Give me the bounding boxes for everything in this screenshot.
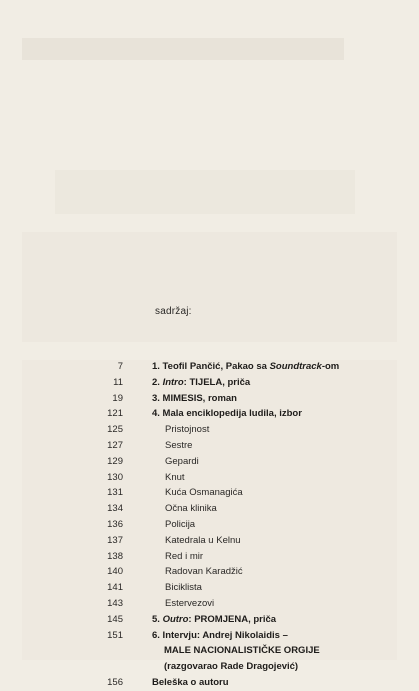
toc-entry bbox=[0, 391, 419, 407]
toc-page-number: 125 bbox=[107, 424, 123, 436]
toc-page-number: 140 bbox=[107, 566, 123, 578]
toc-title-text: Red i mir bbox=[165, 550, 204, 562]
toc-title bbox=[165, 422, 209, 438]
toc-title bbox=[152, 628, 288, 644]
toc-page-number: 7 bbox=[117, 361, 123, 372]
toc-title bbox=[165, 438, 192, 454]
toc-title-text: Policija bbox=[165, 518, 196, 530]
toc-title bbox=[165, 485, 243, 501]
toc-entry bbox=[0, 406, 419, 422]
toc-title-text: Katedrala u Kelnu bbox=[165, 534, 241, 546]
toc-title bbox=[165, 517, 195, 533]
toc-title-text: (razgovarao Rade Dragojević) bbox=[164, 661, 299, 673]
show-through-paragraph-1 bbox=[55, 170, 355, 214]
toc-title-text: MALE NACIONALISTIČKE ORGIJE bbox=[164, 645, 320, 657]
toc-title-text: Sestre bbox=[165, 439, 193, 451]
toc-page-number: 11 bbox=[113, 376, 123, 388]
toc-title-text: Beleška o autoru bbox=[152, 676, 229, 688]
toc-title bbox=[164, 643, 320, 659]
toc-entry bbox=[0, 564, 419, 580]
toc-page-number: 137 bbox=[107, 534, 123, 546]
toc-title bbox=[165, 564, 243, 580]
toc-title bbox=[165, 580, 202, 596]
contents-heading: sadržaj: bbox=[155, 306, 192, 317]
show-through-paragraph-2 bbox=[22, 232, 397, 342]
toc-page-number: 19 bbox=[112, 392, 123, 404]
toc-page-number: 129 bbox=[107, 455, 123, 467]
toc-entry bbox=[0, 359, 419, 375]
toc-title-text: 6. Intervju: Andrej Nikolaidis – bbox=[152, 629, 288, 641]
toc-entry bbox=[0, 470, 419, 486]
toc-entry bbox=[0, 454, 419, 470]
toc-title-text: 2. bbox=[152, 376, 163, 388]
toc-title-text: Gepardi bbox=[165, 455, 199, 467]
toc-page-number: 145 bbox=[107, 613, 123, 625]
toc-title-text: Pristojnost bbox=[165, 424, 210, 436]
toc-page-number: 121 bbox=[107, 408, 123, 420]
toc-entry bbox=[0, 438, 419, 454]
toc-title bbox=[152, 675, 229, 691]
toc-title bbox=[165, 501, 217, 517]
toc-entry bbox=[0, 675, 419, 691]
toc-title bbox=[165, 533, 241, 549]
toc-page-number: 141 bbox=[107, 582, 123, 594]
toc-entry bbox=[0, 580, 419, 596]
toc-entry bbox=[0, 549, 419, 565]
toc-page-number: 151 bbox=[107, 629, 123, 641]
toc-title-italic: Soundtrack bbox=[269, 361, 322, 372]
toc-entry bbox=[0, 612, 419, 628]
toc-title-text: Knut bbox=[165, 471, 185, 483]
toc-page-number: 156 bbox=[107, 676, 123, 688]
toc-title-text: Estervezovi bbox=[165, 597, 215, 609]
toc-page-number: 130 bbox=[107, 471, 123, 483]
table-of-contents bbox=[0, 359, 419, 691]
toc-page-number: 136 bbox=[107, 518, 123, 530]
toc-title bbox=[165, 549, 203, 565]
toc-entry bbox=[0, 422, 419, 438]
toc-title-text: 1. Teofil Pančić, Pakao sa bbox=[152, 361, 270, 372]
toc-title-italic: Intro bbox=[162, 376, 184, 388]
toc-title-text: Biciklista bbox=[165, 582, 202, 594]
toc-page-number: 143 bbox=[107, 597, 123, 609]
toc-title-text: 4. Mala enciklopedija ludila, izbor bbox=[152, 408, 302, 420]
toc-title-suffix: : TIJELA, priča bbox=[183, 376, 251, 388]
toc-entry bbox=[0, 533, 419, 549]
toc-title-suffix: : PROMJENA, priča bbox=[188, 613, 277, 625]
toc-title bbox=[165, 470, 185, 486]
toc-title bbox=[152, 612, 276, 628]
toc-title-text: Kuća Osmanagića bbox=[165, 487, 243, 499]
toc-title bbox=[152, 359, 339, 375]
toc-title-text: 5. bbox=[152, 613, 163, 625]
toc-page-number: 127 bbox=[107, 439, 123, 451]
show-through-title bbox=[22, 38, 344, 60]
toc-entry bbox=[0, 485, 419, 501]
toc-title bbox=[152, 391, 237, 407]
toc-title-italic: Outro bbox=[162, 613, 189, 625]
toc-entry bbox=[0, 643, 419, 659]
toc-title-suffix: -om bbox=[321, 361, 340, 372]
toc-entry bbox=[0, 596, 419, 612]
toc-entry bbox=[0, 517, 419, 533]
toc-title-text: Radovan Karadžić bbox=[165, 566, 243, 578]
toc-title-text: 3. MIMESIS, roman bbox=[152, 392, 237, 404]
toc-page-number: 138 bbox=[107, 550, 123, 562]
toc-title bbox=[165, 596, 214, 612]
toc-entry bbox=[0, 659, 419, 675]
toc-page-number: 134 bbox=[107, 503, 123, 515]
toc-entry bbox=[0, 501, 419, 517]
toc-title bbox=[165, 454, 199, 470]
toc-entry bbox=[0, 628, 419, 644]
toc-title bbox=[152, 375, 250, 391]
toc-title bbox=[152, 406, 302, 422]
toc-entry bbox=[0, 375, 419, 391]
toc-title-text: Očna klinika bbox=[165, 503, 217, 515]
toc-title bbox=[164, 659, 298, 675]
toc-page-number: 131 bbox=[107, 487, 123, 499]
